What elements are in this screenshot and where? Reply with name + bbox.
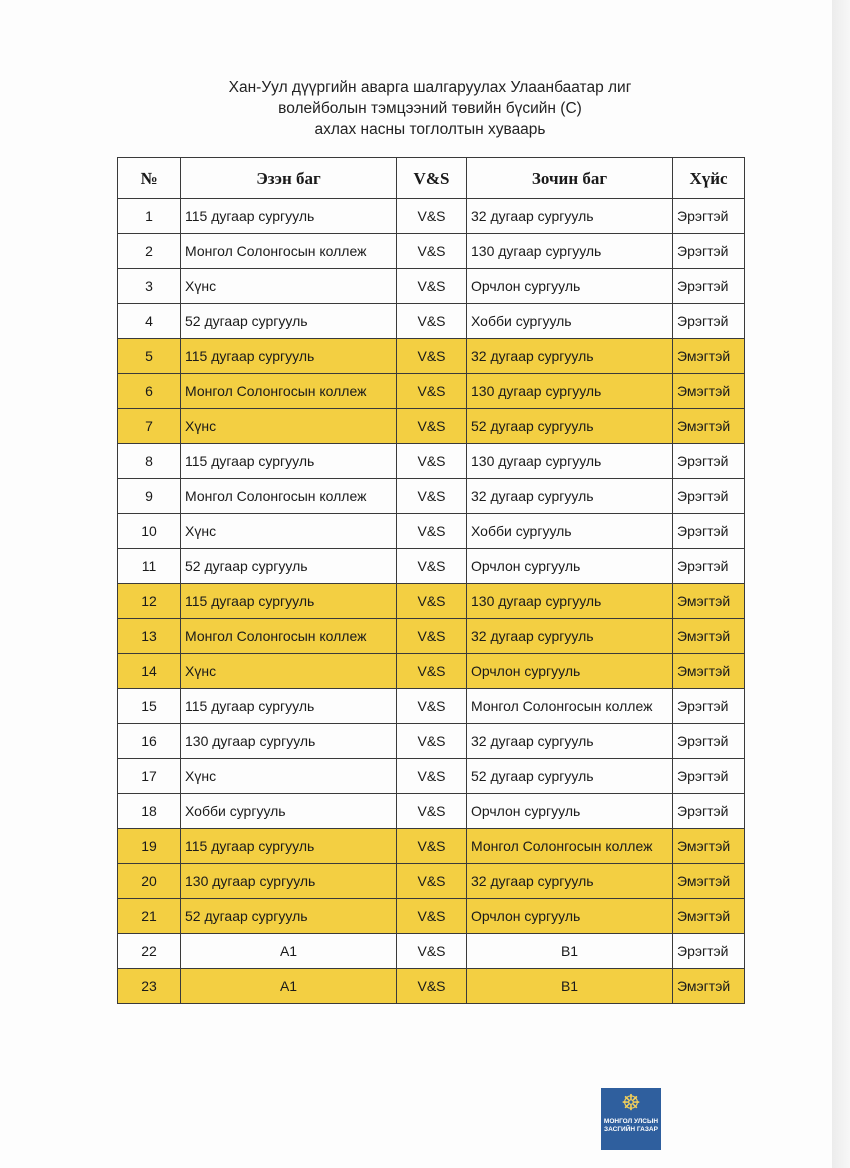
cell-away-team: Орчлон сургууль xyxy=(467,269,673,304)
header-gender: Хүйс xyxy=(673,158,745,199)
cell-vs: V&S xyxy=(397,794,467,829)
cell-number: 19 xyxy=(118,829,181,864)
cell-away-team: 130 дугаар сургууль xyxy=(467,584,673,619)
cell-gender: Эрэгтэй xyxy=(673,514,745,549)
cell-home-team: Хүнс xyxy=(181,759,397,794)
table-row xyxy=(118,864,745,899)
cell-gender: Эрэгтэй xyxy=(673,444,745,479)
table-row xyxy=(118,584,745,619)
cell-vs: V&S xyxy=(397,864,467,899)
cell-home-team: 115 дугаар сургууль xyxy=(181,339,397,374)
title-line-1: Хан-Уул дүүргийн аварга шалгаруулах Улаанбаатар лиг xyxy=(228,79,632,96)
cell-home-team: 52 дугаар сургууль xyxy=(181,899,397,934)
cell-away-team: Орчлон сургууль xyxy=(467,654,673,689)
cell-vs: V&S xyxy=(397,199,467,234)
title-line-2: волейболын тэмцээний төвийн бүсийн (С) xyxy=(278,100,582,117)
cell-number: 16 xyxy=(118,724,181,759)
cell-number: 11 xyxy=(118,549,181,584)
cell-away-team: Монгол Солонгосын коллеж xyxy=(467,829,673,864)
cell-gender: Эрэгтэй xyxy=(673,269,745,304)
cell-vs: V&S xyxy=(397,654,467,689)
cell-gender: Эмэгтэй xyxy=(673,584,745,619)
cell-home-team: 115 дугаар сургууль xyxy=(181,829,397,864)
cell-home-team: Монгол Солонгосын коллеж xyxy=(181,374,397,409)
cell-gender: Эрэгтэй xyxy=(673,759,745,794)
cell-away-team: 52 дугаар сургууль xyxy=(467,759,673,794)
page-edge xyxy=(832,0,850,1168)
table-row xyxy=(118,724,745,759)
cell-away-team: Орчлон сургууль xyxy=(467,899,673,934)
cell-number: 9 xyxy=(118,479,181,514)
cell-number: 15 xyxy=(118,689,181,724)
cell-gender: Эмэгтэй xyxy=(673,829,745,864)
table-row xyxy=(118,479,745,514)
cell-home-team: 130 дугаар сургууль xyxy=(181,864,397,899)
cell-vs: V&S xyxy=(397,234,467,269)
cell-gender: Эрэгтэй xyxy=(673,549,745,584)
table-row xyxy=(118,514,745,549)
cell-vs: V&S xyxy=(397,689,467,724)
table-row xyxy=(118,934,745,969)
cell-number: 1 xyxy=(118,199,181,234)
cell-home-team: Хүнс xyxy=(181,269,397,304)
cell-gender: Эрэгтэй xyxy=(673,479,745,514)
table-row xyxy=(118,654,745,689)
table-row xyxy=(118,269,745,304)
cell-vs: V&S xyxy=(397,269,467,304)
cell-home-team: A1 xyxy=(181,969,397,1004)
header-vs: V&S xyxy=(397,158,467,199)
table-row xyxy=(118,829,745,864)
cell-home-team: Хүнс xyxy=(181,654,397,689)
document-title xyxy=(150,77,710,140)
title-line-3: ахлах насны тоглолтын хуваарь xyxy=(314,121,546,138)
table-row xyxy=(118,234,745,269)
cell-number: 13 xyxy=(118,619,181,654)
cell-gender: Эмэгтэй xyxy=(673,339,745,374)
cell-gender: Эрэгтэй xyxy=(673,794,745,829)
cell-number: 2 xyxy=(118,234,181,269)
cell-away-team: 32 дугаар сургууль xyxy=(467,724,673,759)
cell-vs: V&S xyxy=(397,304,467,339)
cell-vs: V&S xyxy=(397,619,467,654)
cell-number: 22 xyxy=(118,934,181,969)
emblem-line-1: МОНГОЛ УЛСЫН xyxy=(603,1118,659,1125)
cell-home-team: 115 дугаар сургууль xyxy=(181,689,397,724)
cell-vs: V&S xyxy=(397,409,467,444)
cell-home-team: Хүнс xyxy=(181,514,397,549)
cell-gender: Эрэгтэй xyxy=(673,304,745,339)
cell-home-team: Монгол Солонгосын коллеж xyxy=(181,619,397,654)
table-row xyxy=(118,619,745,654)
cell-vs: V&S xyxy=(397,444,467,479)
table-row xyxy=(118,199,745,234)
cell-away-team: 130 дугаар сургууль xyxy=(467,444,673,479)
cell-vs: V&S xyxy=(397,374,467,409)
cell-vs: V&S xyxy=(397,584,467,619)
cell-number: 12 xyxy=(118,584,181,619)
table-row xyxy=(118,759,745,794)
cell-gender: Эрэгтэй xyxy=(673,934,745,969)
cell-vs: V&S xyxy=(397,479,467,514)
cell-home-team: 115 дугаар сургууль xyxy=(181,199,397,234)
cell-home-team: Монгол Солонгосын коллеж xyxy=(181,234,397,269)
cell-number: 6 xyxy=(118,374,181,409)
table-row xyxy=(118,304,745,339)
cell-away-team: 32 дугаар сургууль xyxy=(467,864,673,899)
cell-home-team: 115 дугаар сургууль xyxy=(181,584,397,619)
cell-vs: V&S xyxy=(397,899,467,934)
cell-home-team: Хүнс xyxy=(181,409,397,444)
cell-number: 20 xyxy=(118,864,181,899)
table-row xyxy=(118,794,745,829)
table-row xyxy=(118,549,745,584)
cell-home-team: A1 xyxy=(181,934,397,969)
cell-number: 14 xyxy=(118,654,181,689)
cell-home-team: Монгол Солонгосын коллеж xyxy=(181,479,397,514)
cell-number: 18 xyxy=(118,794,181,829)
table-row xyxy=(118,444,745,479)
schedule-table xyxy=(117,157,745,1004)
cell-away-team: 130 дугаар сургууль xyxy=(467,234,673,269)
cell-away-team: 32 дугаар сургууль xyxy=(467,479,673,514)
cell-vs: V&S xyxy=(397,969,467,1004)
table-header-row xyxy=(118,158,745,199)
soyombo-icon: ☸ xyxy=(621,1090,641,1115)
cell-away-team: Орчлон сургууль xyxy=(467,794,673,829)
cell-number: 23 xyxy=(118,969,181,1004)
cell-gender: Эрэгтэй xyxy=(673,234,745,269)
cell-gender: Эрэгтэй xyxy=(673,689,745,724)
cell-vs: V&S xyxy=(397,549,467,584)
table-row xyxy=(118,339,745,374)
cell-number: 21 xyxy=(118,899,181,934)
cell-away-team: 32 дугаар сургууль xyxy=(467,199,673,234)
cell-number: 17 xyxy=(118,759,181,794)
cell-vs: V&S xyxy=(397,339,467,374)
government-emblem xyxy=(601,1088,661,1150)
cell-away-team: Хобби сургууль xyxy=(467,514,673,549)
table-row xyxy=(118,374,745,409)
cell-away-team: 32 дугаар сургууль xyxy=(467,339,673,374)
cell-gender: Эмэгтэй xyxy=(673,654,745,689)
cell-number: 4 xyxy=(118,304,181,339)
cell-gender: Эмэгтэй xyxy=(673,374,745,409)
cell-vs: V&S xyxy=(397,724,467,759)
cell-number: 8 xyxy=(118,444,181,479)
cell-gender: Эрэгтэй xyxy=(673,199,745,234)
cell-number: 10 xyxy=(118,514,181,549)
cell-away-team: Хобби сургууль xyxy=(467,304,673,339)
table-row xyxy=(118,969,745,1004)
cell-vs: V&S xyxy=(397,514,467,549)
cell-vs: V&S xyxy=(397,934,467,969)
header-away-team: Зочин баг xyxy=(467,158,673,199)
header-number: № xyxy=(118,158,181,199)
cell-away-team: 32 дугаар сургууль xyxy=(467,619,673,654)
cell-gender: Эрэгтэй xyxy=(673,724,745,759)
cell-away-team: B1 xyxy=(467,969,673,1004)
cell-vs: V&S xyxy=(397,759,467,794)
schedule-body xyxy=(118,199,745,1004)
cell-home-team: 115 дугаар сургууль xyxy=(181,444,397,479)
cell-gender: Эмэгтэй xyxy=(673,969,745,1004)
cell-away-team: 130 дугаар сургууль xyxy=(467,374,673,409)
cell-home-team: 130 дугаар сургууль xyxy=(181,724,397,759)
cell-number: 3 xyxy=(118,269,181,304)
cell-gender: Эмэгтэй xyxy=(673,409,745,444)
cell-gender: Эмэгтэй xyxy=(673,899,745,934)
cell-number: 5 xyxy=(118,339,181,374)
cell-vs: V&S xyxy=(397,829,467,864)
cell-number: 7 xyxy=(118,409,181,444)
cell-gender: Эмэгтэй xyxy=(673,864,745,899)
cell-away-team: Орчлон сургууль xyxy=(467,549,673,584)
table-row xyxy=(118,689,745,724)
cell-home-team: Хобби сургууль xyxy=(181,794,397,829)
cell-home-team: 52 дугаар сургууль xyxy=(181,304,397,339)
table-row xyxy=(118,409,745,444)
cell-home-team: 52 дугаар сургууль xyxy=(181,549,397,584)
header-home-team: Эзэн баг xyxy=(181,158,397,199)
emblem-line-2: ЗАСГИЙН ГАЗАР xyxy=(604,1126,658,1133)
cell-away-team: B1 xyxy=(467,934,673,969)
cell-away-team: 52 дугаар сургууль xyxy=(467,409,673,444)
cell-gender: Эмэгтэй xyxy=(673,619,745,654)
cell-away-team: Монгол Солонгосын коллеж xyxy=(467,689,673,724)
table-row xyxy=(118,899,745,934)
